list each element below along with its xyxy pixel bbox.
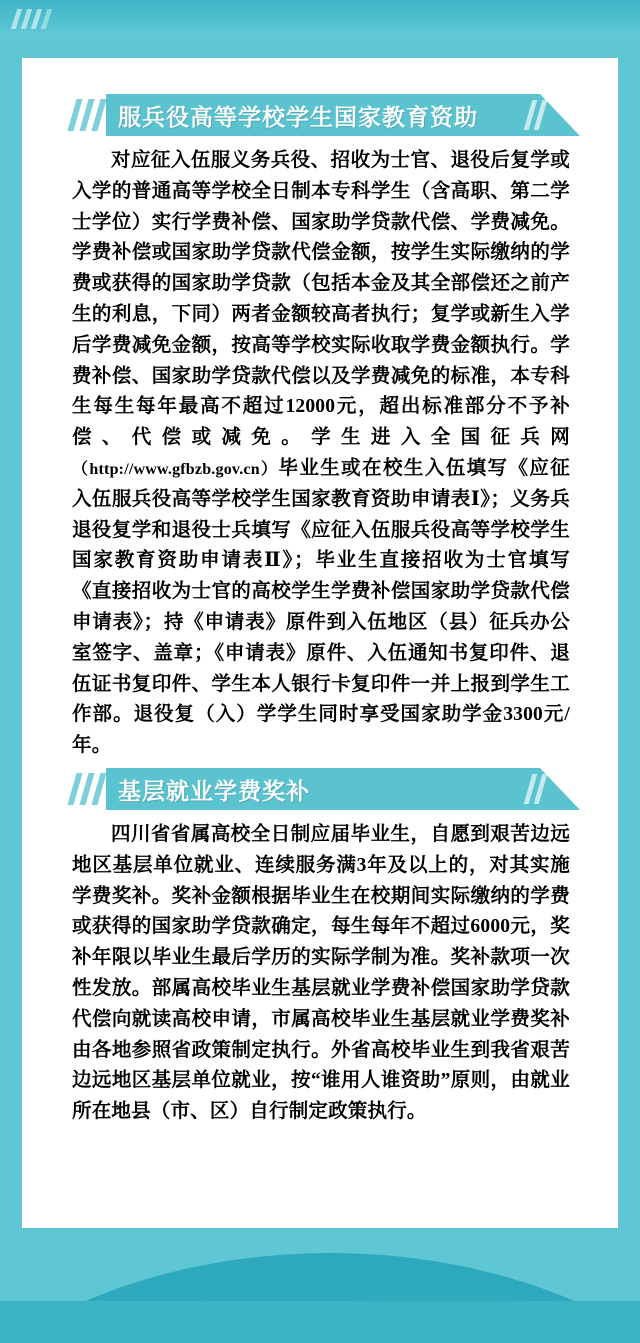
gfbzb-url: （http://www.gfbzb.gov.cn） [72, 460, 279, 478]
header-stripes-icon [60, 94, 106, 136]
header-bar [106, 768, 522, 810]
top-stripe-decoration [14, 9, 134, 29]
header-stripes-icon [60, 768, 106, 810]
content-sheet [22, 58, 618, 1228]
header-tail-decoration [522, 94, 580, 136]
top-band [0, 0, 640, 38]
section-header-military-service-aid [60, 94, 580, 136]
bottom-band [0, 1301, 640, 1343]
bottom-decoration [0, 1193, 640, 1343]
section-body-grassroots-employment-subsidy: 四川省省属高校全日制应届毕业生，自愿到艰苦边远地区基层单位就业、连续服务满3年及以上的，对其实施学费奖补。奖补金额根据毕业生在校期间实际缴纳的学费或获得的国家助学贷款确定，每生每年不超过6000元，奖补年限以毕业生最后学历的实际学制为准。奖补款项一次性发放。部属高校毕业生基层就业学费补偿国家助学贷款代偿向就读高校申请，市属高校毕业生基层就业学费奖补由各地参照省政策制定执行。外省高校毕业生到我省艰苦边远地区基层单位就业，按“谁用人谁资助”原则，由就业所在地县（市、区）自行制定政策执行。 [72, 824, 570, 1123]
section-header-grassroots-employment-subsidy [60, 768, 580, 810]
paragraph-part-1: 对应征入伍服义务兵役、招收为士官、退役后复学或入学的普通高等学校全日制本专科学生（含高职、第二学士学位）实行学费补偿、国家助学贷款代偿、学费减免。学费补偿或国家助学贷款代偿金额，按学生实际缴纳的学费或获得的国家助学贷款（包括本金及其全部偿还之前产生的利息，下同）两者金额较高者执行；复学或新生入学后学费减免金额，按高等学校实际收取学费金额执行。学费补偿、国家助学贷款代偿以及学费减免的标准，本专科生每生每年最高不超过12000元，超出标准部分不予补偿、代偿或减免。学生进入全国征兵网 [72, 150, 570, 449]
section-body-military-service-aid [72, 146, 570, 762]
paragraph-part-2: 毕业生或在校生入伍填写《应征入伍服兵役高等学校学生国家教育资助申请表Ⅰ》；义务兵退役复学和退役士兵填写《应征入伍服兵役高等学校学生国家教育资助申请表Ⅱ》；毕业生直接招收为士官填写《直接招收为士官的高校学生学费补偿国家助学贷款代偿申请表》；持《申请表》原件到入伍地区（县）征兵办公室签字、盖章；《申请表》原件、入伍通知书复印件、退伍证书复印件、学生本人银行卡复印件一并上报到学生工作部。退役复（入）学学生同时享受国家助学金3300元/年。 [72, 457, 570, 757]
header-tail-decoration [522, 768, 580, 810]
header-bar [106, 94, 522, 136]
section-title: 服兵役高等学校学生国家教育资助 [118, 103, 478, 130]
section-title: 基层就业学费奖补 [118, 777, 310, 804]
